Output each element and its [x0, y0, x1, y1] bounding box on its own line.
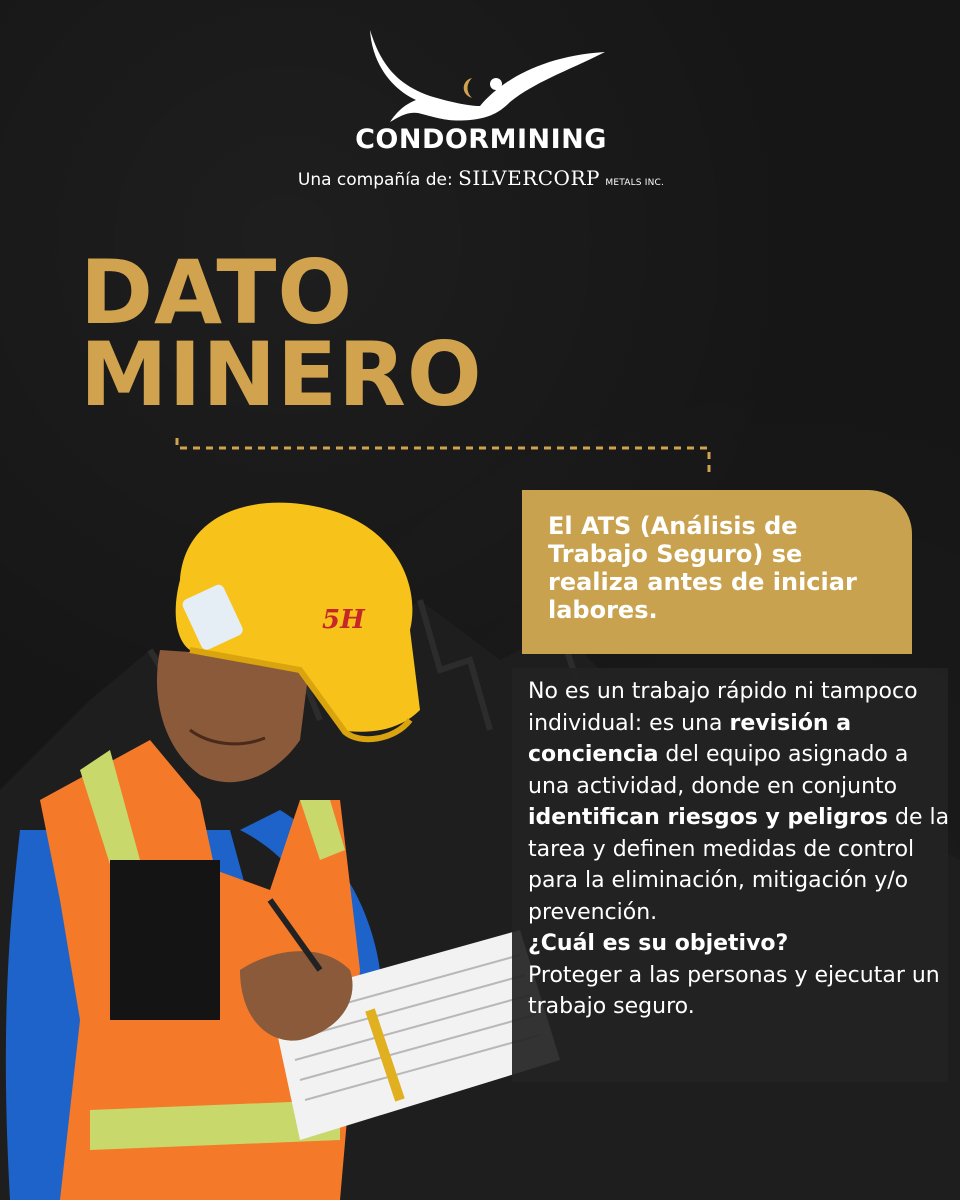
tagline-prefix: Una compañía de: [297, 170, 459, 190]
tagline [0, 166, 960, 190]
highlight-box [522, 490, 912, 654]
condor-icon [350, 22, 610, 132]
brand-name: CONDORMINING [355, 124, 607, 155]
body-text [528, 676, 953, 1023]
parent-brand-suffix: METALS INC. [605, 178, 665, 188]
highlight-text: El ATS (Análisis de Trabajo Seguro) se realiza antes de iniciar labores. [548, 512, 857, 624]
body-emphasis-1: revisión a conciencia [528, 710, 852, 767]
miner-worker-illustration [0, 500, 560, 1200]
body-text-part: No es un trabajo rápido ni tampoco individual: es una [528, 679, 918, 736]
title-line-2: MINERO [80, 323, 483, 426]
body-emphasis-2: identifican riesgos y peligros [528, 805, 889, 830]
helmet-label: 5H [322, 605, 365, 635]
answer: Proteger a las personas y ejecutar un trabajo seguro. [528, 962, 940, 1019]
dashed-connector [175, 436, 715, 476]
title-line-1: DATO [80, 241, 354, 344]
body-text-part: del equipo asignado a una actividad, donde en conjunto [528, 742, 909, 799]
body-text-part: de la tarea y definen medidas de control para la eliminación, mitigación y/o prevención. [528, 805, 950, 925]
parent-brand: SILVERCORP [458, 166, 600, 190]
question: ¿Cuál es su objetivo? [528, 931, 789, 956]
